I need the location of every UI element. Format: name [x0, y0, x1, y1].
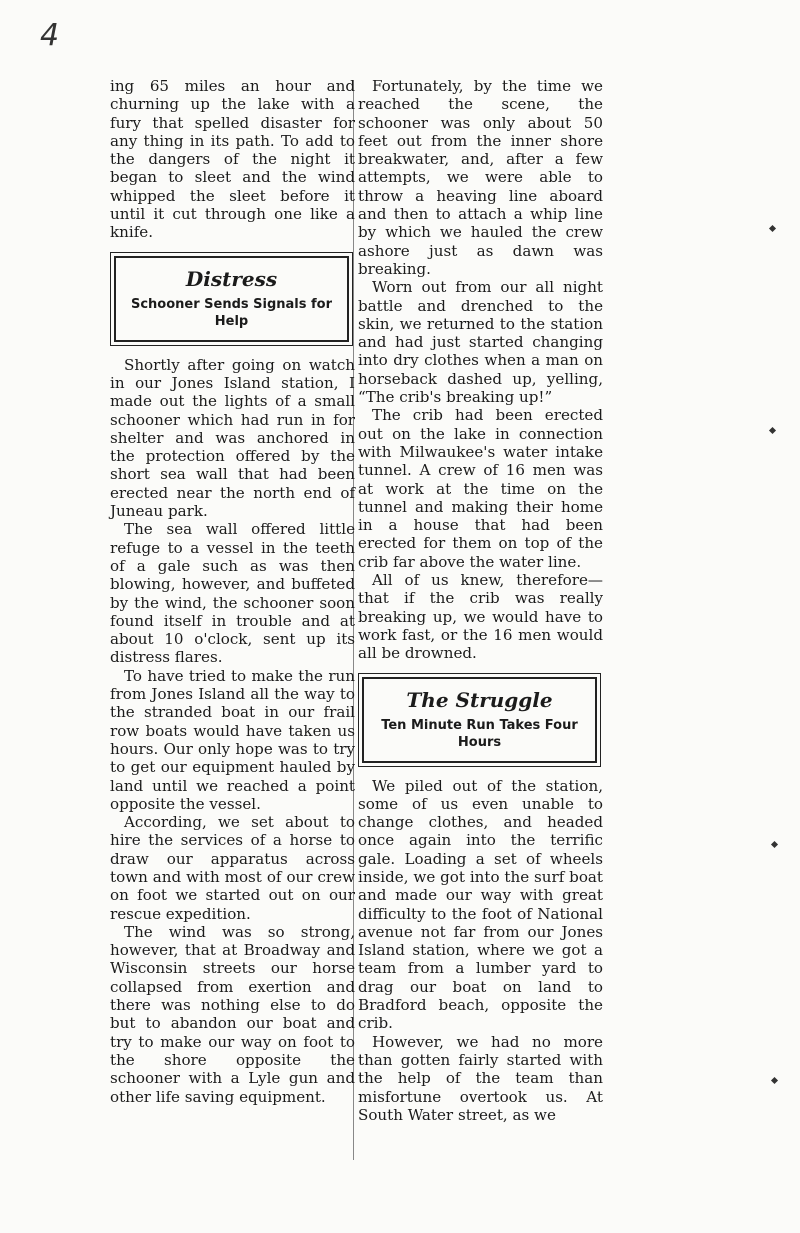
subheading-box-distress: [114, 256, 349, 342]
paragraph: The wind was so strong, however, that at Broadway and Wisconsin streets our horse collapsed from exertion and there was nothing else to do but to abandon our boat and try to make our way on foot to the shore opposite the schooner with a Lyle gun and other life saving equipment.: [110, 922, 355, 1106]
subheading-subtitle: Ten Minute Run Takes Four Hours: [381, 717, 578, 750]
paragraph: To have tried to make the run from Jones Island all the way to the stranded boat in our frail row boats would have taken us hours. Our only hope was to try to get our equipment hauled by land until we reached a point opposite the vessel.: [110, 666, 355, 813]
margin-mark: [769, 225, 776, 232]
margin-mark: [769, 427, 776, 434]
subheading-subtitle: Schooner Sends Signals for Help: [130, 296, 333, 329]
paragraph: However, we had no more than gotten fairly started with the help of the team than misfortune overtook us. At South Water street, as we: [358, 1032, 603, 1124]
paragraph: The sea wall offered little refuge to a vessel in the teeth of a gale such as was then blowing, however, and buffeted by the wind, the schooner soon found itself in trouble and at about 10 o'clock, sent up its distress flares.: [110, 520, 355, 667]
paragraph: The crib had been erected out on the lake in connection with Milwaukee's water intake tunnel. A crew of 16 men was at work at the time on the tunnel and making their home in a house that had been erected for them on top of the crib far above the water line.: [358, 406, 603, 571]
paragraph: ing 65 miles an hour and churning up the lake with a fury that spelled disaster for any thing in its path. To add to the dangers of the night it began to sleet and the wind whipped the sleet before it until it cut through one like a knife.: [110, 77, 355, 242]
paragraph: Worn out from our all night battle and drenched to the skin, we returned to the station and had just started changing into dry clothes when a man on horseback dashed up, yelling, “The crib's breaking up!”: [358, 278, 603, 407]
paragraph: All of us knew, therefore—that if the crib was really breaking up, we would have to work fast, or the 16 men would all be drowned.: [358, 571, 603, 663]
left-column: [110, 77, 355, 1106]
paragraph: Fortunately, by the time we reached the scene, the schooner was only about 50 feet out from the inner shore breakwater, and, after a few attempts, we were able to throw a heaving line aboard and then to attach a whip line by which we hauled the crew ashore just as dawn was breaking.: [358, 77, 603, 278]
paragraph: According, we set about to hire the services of a horse to draw our apparatus across town and with most of our crew on foot we started out on our rescue expedition.: [110, 813, 355, 923]
margin-mark: [771, 1077, 778, 1084]
paragraph: We piled out of the station, some of us even unable to change clothes, and headed once again into the terrific gale. Loading a set of wheels inside, we got into the surf boat and made our way with great difficulty to the foot of National avenue not far from our Jones Island station, where we got a team from a lumber yard to drag our boat on land to Bradford beach, opposite the crib.: [358, 776, 603, 1033]
subheading-box-struggle: [362, 677, 597, 763]
page-number: 4: [40, 18, 60, 53]
right-column: [358, 77, 603, 1124]
subheading-title: The Struggle: [406, 687, 553, 712]
margin-mark: [771, 841, 778, 848]
paragraph: Shortly after going on watch in our Jones Island station, I made out the lights of a small schooner which had run in for shelter and was anchored in the protection offered by the short sea wall that had been erected near the north end of Juneau park.: [110, 355, 355, 521]
subheading-title: Distress: [185, 266, 278, 291]
